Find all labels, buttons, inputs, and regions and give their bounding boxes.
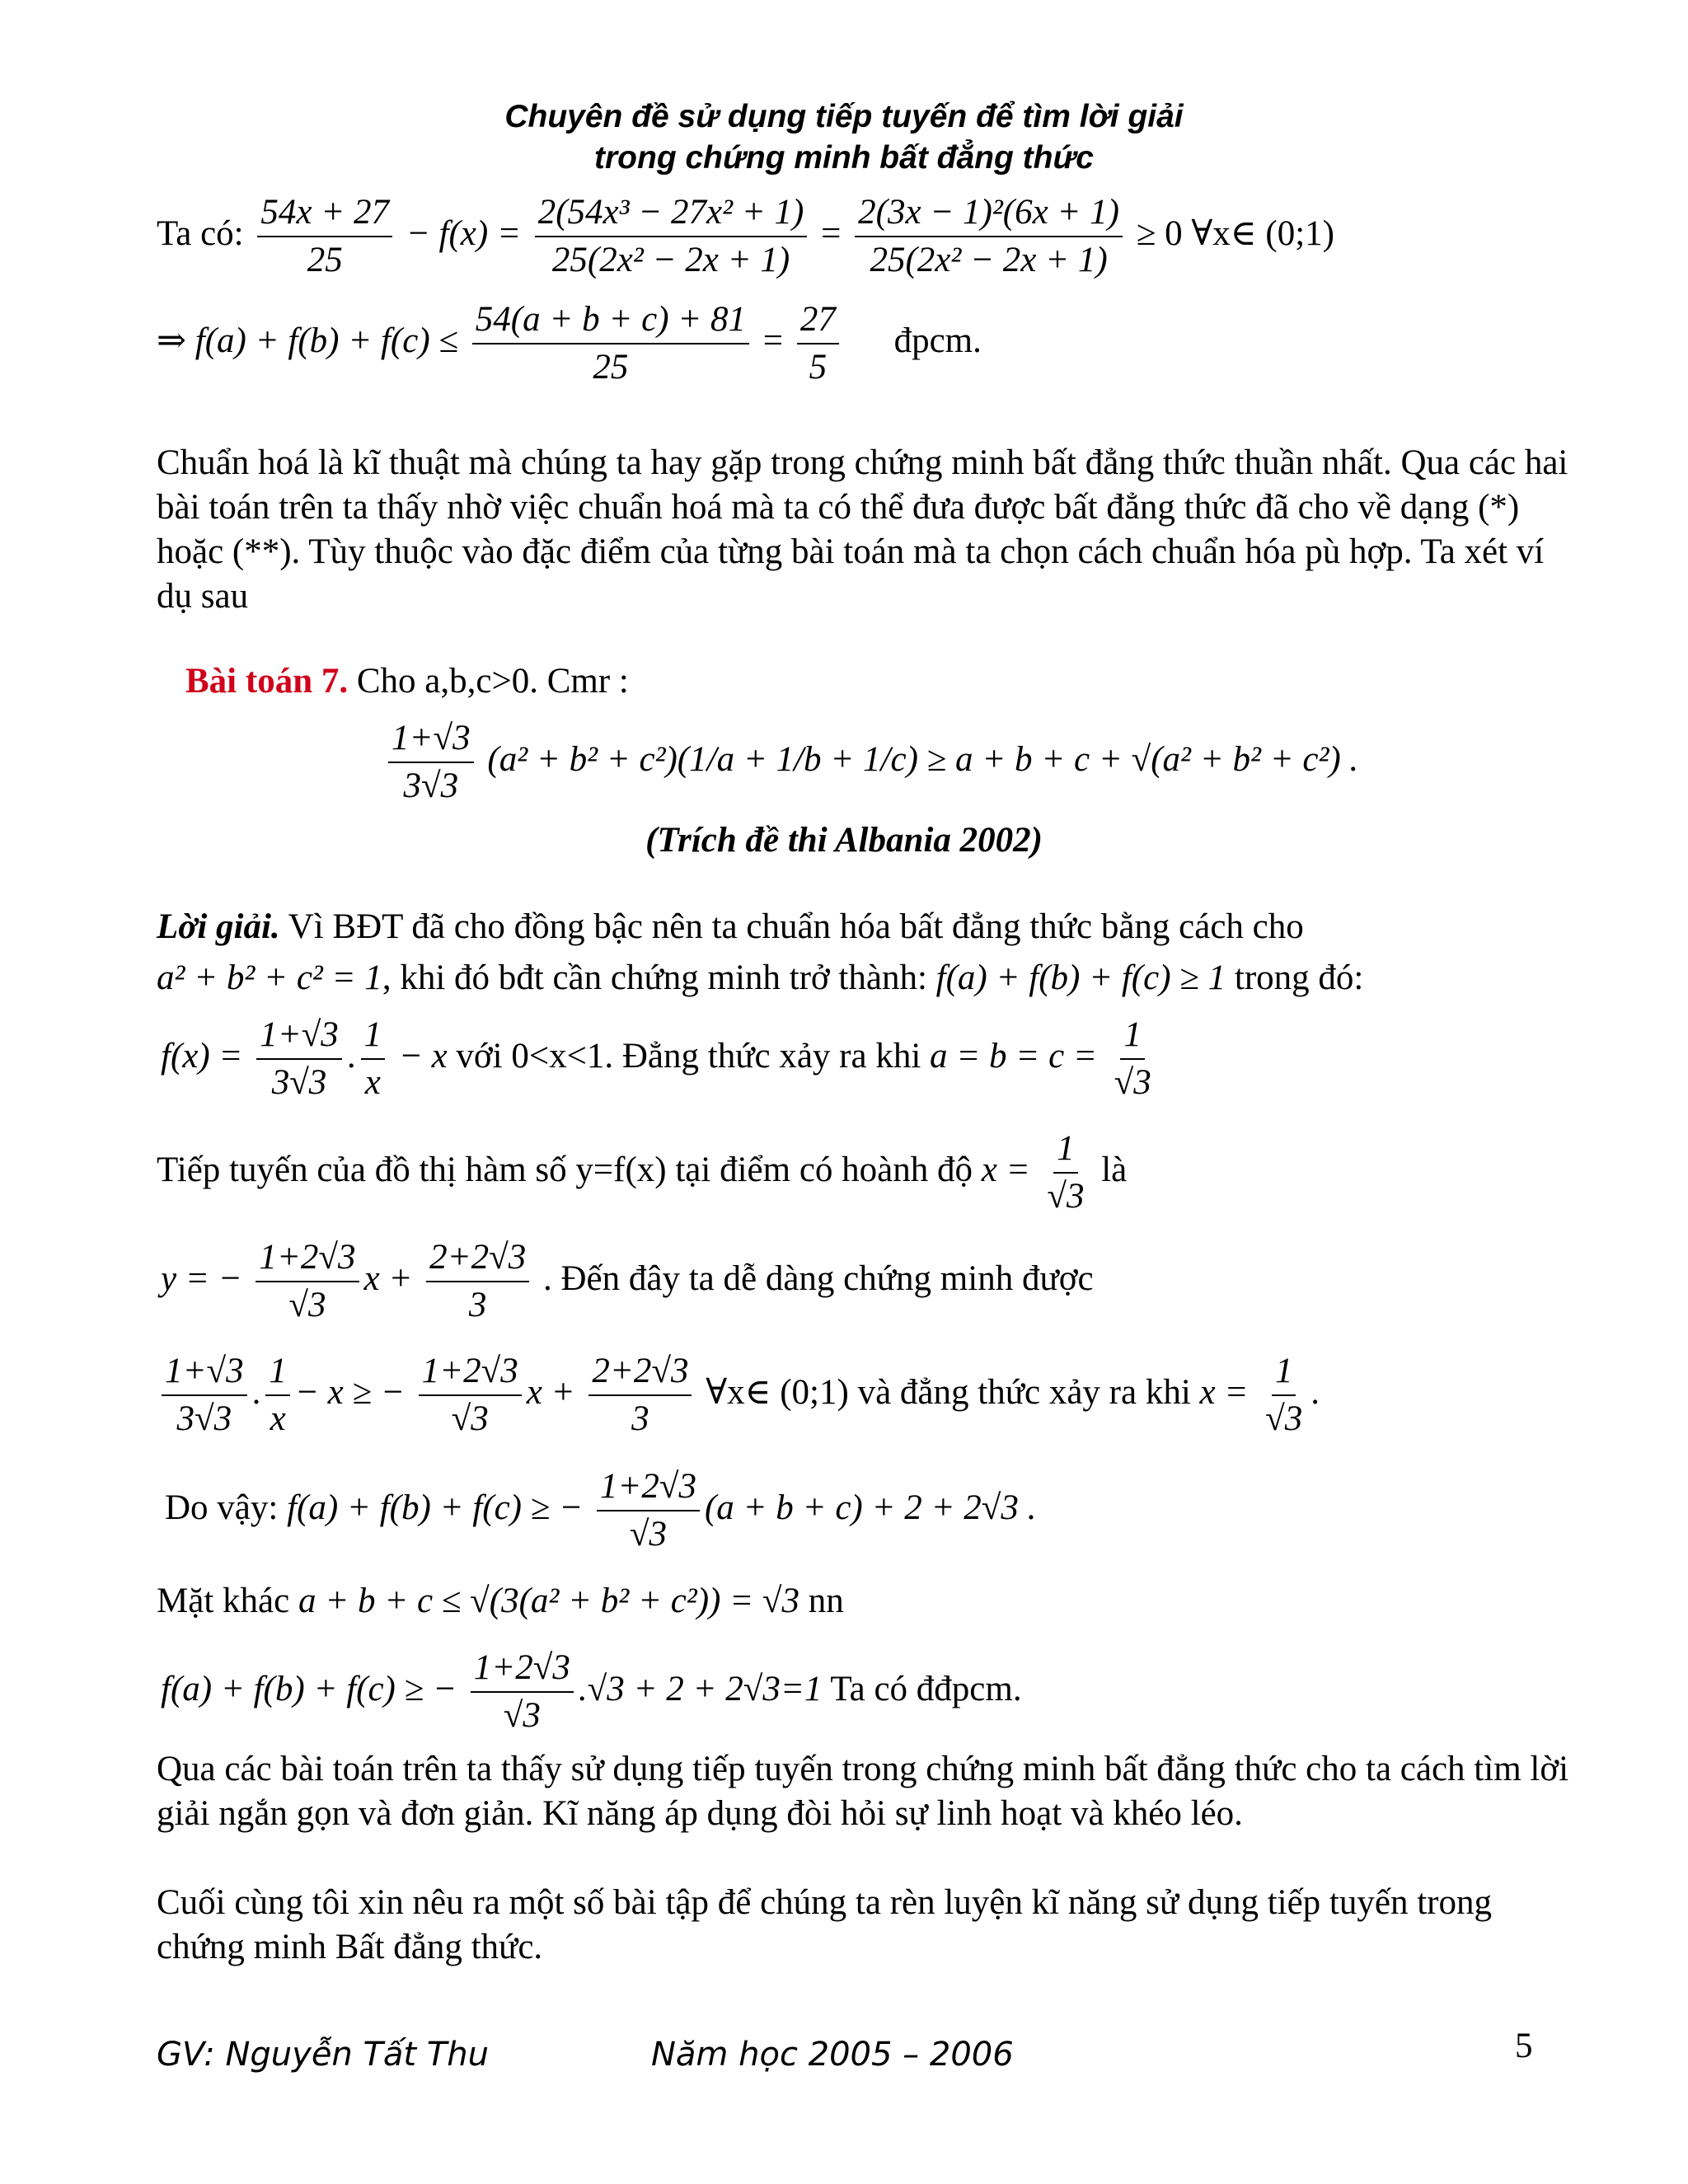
tangent-statement: Tiếp tuyến của đồ thị hàm số y=f(x) tại điểm có hoành độ x = $\frac{1}{√3}$ là: [157, 1129, 1128, 1216]
problem-inequality: [383, 717, 1358, 808]
problem-source: (Trích đề thi Albania 2002): [645, 821, 1043, 860]
paragraph-exercises: Cuối cùng tôi xin nêu ra một số bài tập để chúng ta rèn luyện kĩ năng sử dụng tiếp tuyến trong chứng minh Bất đẳng thức.: [157, 1883, 1492, 1966]
final-line: f(a) + f(b) + f(c) ≥ − $\frac{1+2√3}{√3}$ .√3 + 2 + 2√3=1 Ta có đđpcm.: [161, 1648, 1022, 1735]
solution-line2: a² + b² + c² = 1, khi đó bđt cần chứng minh trở thành: f(a) + f(b) + f(c) ≥ 1 trong đó:: [157, 958, 1364, 997]
page-number: 5: [1515, 2027, 1533, 2065]
do-vay-line: Do vậy: f(a) + f(b) + f(c) ≥ − $\frac{1+2√3}{√3}$ (a + b + c) + 2 + 2√3 .: [165, 1467, 1037, 1554]
paragraph-conclusion: Qua các bài toán trên ta thấy sử dụng tiếp tuyến trong chứng minh bất đẳng thức cho ta cách tìm lời giải ngắn gọn và đơn giản. Kĩ năng áp dụng đòi hỏi sự linh hoạt và khéo léo.: [157, 1750, 1569, 1833]
problem-label: Bài toán 7.: [185, 662, 349, 701]
minus-fx: − f(x) =: [406, 213, 521, 253]
dpcm-label: đpcm.: [893, 321, 982, 360]
header-title-line2: trong chứng minh bất đẳng thức: [594, 140, 1094, 176]
problem-statement: Cho a,b,c>0. Cmr :: [356, 662, 629, 701]
implication-equation: ⇒ f(a) + f(b) + f(c) ≤ $\frac{54(a + b + c) + 81}{25}$ = $\frac{27}{5}$ đpcm.: [157, 298, 982, 389]
header-title-line1: Chuyên đề sử dụng tiếp tuyến để tìm lời giải: [504, 99, 1184, 134]
problem-body: (a² + b² + c²)(1/a + 1/b + 1/c) ≥ a + b + c + √(a² + b² + c²) .: [487, 739, 1359, 779]
fraction-2: $\frac{\text{2(54x³ − 27x² + 1)}}{\text{25(2x² − 2x + 1)}}$: [535, 191, 808, 282]
intro-equation: Ta có: $\frac{54x + 27}{25}$ − f(x) = $\frac{\text{2(54x³ − 27x² + 1)}}{\text{25(2x² − 2x + 1)}}$ = $\frac{\text{2(3x − 1)²(6x + 1)}}{\text{25(2x² − 2x + 1)}}$ ≥ 0 ∀x∈ (0;1): [157, 191, 1334, 282]
ta-co-label: Ta có:: [157, 213, 244, 253]
mat-khac-line: Mặt khác a + b + c ≤ √(3(a² + b² + c²)) = √3 nn: [157, 1582, 844, 1620]
implies-lhs: ⇒ f(a) + f(b) + f(c) ≤: [157, 321, 459, 360]
fraction-5: $\frac{27}{5}$: [797, 298, 839, 389]
fraction-1: $\frac{54x + 27}{25}$: [257, 191, 392, 282]
tangent-equation: y = − $\frac{1+2√3}{√3}$ x + $\frac{2+2√3}{3}$ . Đến đây ta dễ dàng chứng minh được: [161, 1238, 1094, 1324]
footer-author: GV: Nguyễn Tất Thu: [157, 2036, 489, 2074]
tangent-inequality: $\frac{1+√3}{3√3}$ . $\frac{1}{x}$ − x ≥ − $\frac{1+2√3}{√3}$ x + $\frac{2+2√3}{3}$ ∀x∈ (0;1) và đẳng thức xảy ra khi x = $\frac{1}{√3}$ .: [157, 1350, 1320, 1441]
solution-label: Lời giải.: [157, 907, 280, 946]
fx-definition: f(x) = $\frac{1+√3}{3√3}$ . $\frac{1}{x}$ − x với 0<x<1. Đẳng thức xảy ra khi a = b = c = $\frac{1}{√3}$: [161, 1015, 1151, 1102]
condition: ≥ 0 ∀x∈ (0;1): [1136, 213, 1334, 253]
fraction-4: $\frac{54(a + b + c) + 81}{25}$: [472, 298, 749, 389]
problem-coefficient: $\frac{1+√3}{3√3}$: [388, 717, 474, 808]
paragraph-normalization: Chuẩn hoá là kĩ thuật mà chúng ta hay gặp trong chứng minh bất đẳng thức thuần nhất. Qua các hai bài toán trên ta thấy nhờ việc chuẩn hoá mà ta có thể đưa được bất đẳng thức đã cho về dạng (*) hoặc (**). Tùy thuộc vào đặc điểm của từng bài toán mà ta chọn cách chuẩn hóa pù hợp. Ta xét ví dụ sau: [157, 443, 1568, 616]
footer-year: Năm học 2005 – 2006: [651, 2036, 1014, 2074]
fraction-3: $\frac{\text{2(3x − 1)²(6x + 1)}}{\text{25(2x² − 2x + 1)}}$: [855, 191, 1123, 282]
problem-heading: [185, 661, 629, 701]
solution-line1: Lời giải. Vì BĐT đã cho đồng bậc nên ta chuẩn hóa bất đẳng thức bằng cách cho: [157, 907, 1304, 946]
